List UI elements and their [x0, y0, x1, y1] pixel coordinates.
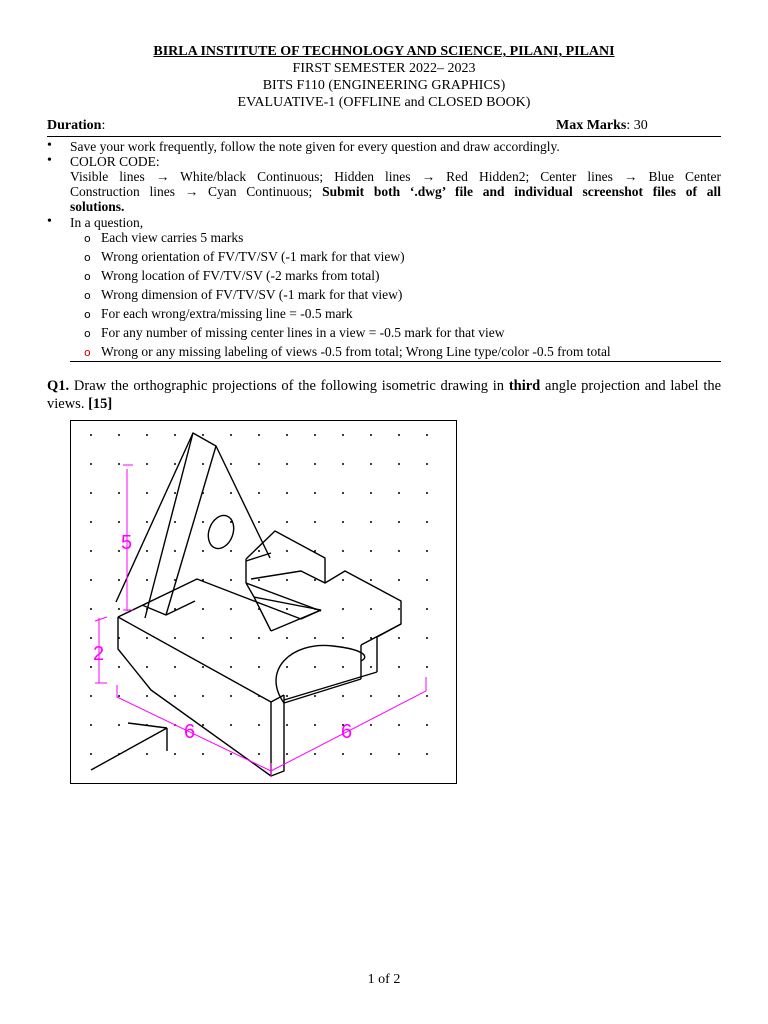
- grid-dot: [314, 695, 316, 697]
- grid-dot: [90, 637, 92, 639]
- sub-item: Wrong or any missing labeling of views -0.5 from total; Wrong Line type/color -0.5 from total: [101, 344, 611, 359]
- grid-dot: [90, 666, 92, 668]
- grid-dot: [426, 608, 428, 610]
- grid-dot: [90, 608, 92, 610]
- dim-width-left: 6: [184, 721, 196, 743]
- grid-dot: [90, 695, 92, 697]
- grid-dot: [342, 521, 344, 523]
- grid-dot: [314, 463, 316, 465]
- max-marks: Max Marks: 30: [556, 118, 648, 133]
- dim-width-right: 6: [341, 721, 353, 743]
- instruction-save: Save your work frequently, follow the note given for every question and draw accordingly.: [70, 139, 560, 154]
- grid-dot: [286, 666, 288, 668]
- grid-dot: [342, 579, 344, 581]
- dim-height-lower: 2: [93, 643, 105, 665]
- grid-dot: [426, 666, 428, 668]
- grid-dot: [230, 550, 232, 552]
- grid-dot: [90, 434, 92, 436]
- grid-dot: [230, 753, 232, 755]
- duration-marks-row: [47, 118, 721, 137]
- sub-item: For any number of missing center lines in a view = -0.5 mark for that view: [101, 325, 505, 340]
- grid-dot: [118, 666, 120, 668]
- grid-dot: [342, 666, 344, 668]
- grid-dot: [258, 492, 260, 494]
- grid-dot: [426, 492, 428, 494]
- grid-dot: [174, 492, 176, 494]
- grid-dot: [286, 579, 288, 581]
- grid-dot: [370, 579, 372, 581]
- grid-dot: [314, 637, 316, 639]
- grid-dot: [258, 666, 260, 668]
- grid-dot: [230, 724, 232, 726]
- bullet-icon: •: [47, 153, 52, 168]
- grid-dot: [370, 753, 372, 755]
- grid-dot: [314, 666, 316, 668]
- sub-bullet-icon: o: [84, 232, 91, 245]
- color-code-line-3: solutions.: [70, 199, 125, 214]
- grid-dot: [286, 608, 288, 610]
- grid-dot: [118, 521, 120, 523]
- grid-dots: [90, 434, 428, 755]
- grid-dot: [258, 724, 260, 726]
- grid-dot: [342, 695, 344, 697]
- grid-dot: [342, 753, 344, 755]
- grid-dot: [202, 463, 204, 465]
- color-code-line-2: Construction lines → Cyan Continuous; Submit both ‘.dwg’ file and individual screenshot files of all: [70, 184, 722, 199]
- grid-dot: [202, 434, 204, 436]
- grid-dot: [230, 608, 232, 610]
- institute-name: BIRLA INSTITUTE OF TECHNOLOGY AND SCIENCE, PILANI, PILANI: [153, 44, 615, 59]
- grid-dot: [258, 550, 260, 552]
- dimension-lines: [95, 465, 426, 777]
- grid-dot: [202, 550, 204, 552]
- grid-dot: [398, 521, 400, 523]
- sub-item: For each wrong/extra/missing line = -0.5 mark: [101, 306, 353, 321]
- grid-dot: [342, 434, 344, 436]
- sub-item: Wrong location of FV/TV/SV (-2 marks from total): [101, 268, 380, 283]
- grid-dot: [174, 521, 176, 523]
- grid-dot: [118, 724, 120, 726]
- grid-dot: [426, 463, 428, 465]
- grid-dot: [230, 666, 232, 668]
- isometric-figure: [70, 420, 457, 784]
- grid-dot: [398, 579, 400, 581]
- grid-dot: [342, 492, 344, 494]
- grid-dot: [398, 666, 400, 668]
- grid-dot: [314, 521, 316, 523]
- grid-dot: [146, 695, 148, 697]
- grid-dot: [118, 463, 120, 465]
- sub-bullet-icon: o: [84, 308, 91, 321]
- grid-dot: [118, 434, 120, 436]
- sub-bullet-icon: o: [84, 327, 91, 340]
- grid-dot: [342, 550, 344, 552]
- grid-dot: [314, 492, 316, 494]
- grid-dot: [202, 637, 204, 639]
- grid-dot: [398, 463, 400, 465]
- grid-dot: [202, 666, 204, 668]
- grid-dot: [258, 463, 260, 465]
- grid-dot: [146, 579, 148, 581]
- grid-dot: [174, 550, 176, 552]
- sub-item: Wrong orientation of FV/TV/SV (-1 mark for that view): [101, 249, 405, 264]
- grid-dot: [146, 463, 148, 465]
- grid-dot: [370, 666, 372, 668]
- arrow-icon: →: [623, 169, 638, 184]
- grid-dot: [258, 753, 260, 755]
- grid-dot: [118, 695, 120, 697]
- grid-dot: [426, 579, 428, 581]
- grid-dot: [146, 550, 148, 552]
- grid-dot: [426, 550, 428, 552]
- grid-dot: [258, 579, 260, 581]
- isometric-drawing: [71, 421, 455, 782]
- grid-dot: [230, 463, 232, 465]
- color-code-title: COLOR CODE:: [70, 154, 160, 169]
- grid-dot: [370, 608, 372, 610]
- sub-bullet-icon: o: [84, 251, 91, 264]
- grid-dot: [342, 608, 344, 610]
- grid-dot: [202, 724, 204, 726]
- grid-dot: [174, 695, 176, 697]
- grid-dot: [286, 695, 288, 697]
- grid-dot: [146, 753, 148, 755]
- grid-dot: [398, 753, 400, 755]
- grid-dot: [174, 463, 176, 465]
- arrow-icon: →: [184, 184, 199, 199]
- grid-dot: [314, 724, 316, 726]
- grid-dot: [398, 637, 400, 639]
- semester-line: FIRST SEMESTER 2022– 2023: [292, 61, 476, 76]
- grid-dot: [146, 492, 148, 494]
- color-code-line-1: Visible lines → White/black Continuous; Hidden lines → Red Hidden2; Center lines → Blue Center: [70, 169, 721, 184]
- grid-dot: [286, 434, 288, 436]
- grid-dot: [370, 434, 372, 436]
- grid-dot: [202, 695, 204, 697]
- grid-dot: [90, 521, 92, 523]
- arrow-icon: →: [155, 169, 170, 184]
- grid-dot: [370, 521, 372, 523]
- grid-dot: [286, 492, 288, 494]
- grid-dot: [118, 550, 120, 552]
- grid-dot: [146, 637, 148, 639]
- bullet-icon: •: [47, 138, 52, 153]
- bullet-icon: •: [47, 214, 52, 229]
- grid-dot: [174, 434, 176, 436]
- grid-dot: [90, 579, 92, 581]
- sub-item: Wrong dimension of FV/TV/SV (-1 mark for that view): [101, 287, 403, 302]
- grid-dot: [370, 463, 372, 465]
- grid-dot: [286, 637, 288, 639]
- grid-dot: [398, 724, 400, 726]
- grid-dot: [90, 724, 92, 726]
- grid-dot: [286, 753, 288, 755]
- grid-dot: [90, 463, 92, 465]
- grid-dot: [174, 753, 176, 755]
- grid-dot: [230, 637, 232, 639]
- grid-dot: [342, 637, 344, 639]
- grid-dot: [426, 695, 428, 697]
- duration: Duration:: [47, 118, 106, 133]
- sub-bullet-icon: o: [84, 270, 91, 283]
- grid-dot: [202, 608, 204, 610]
- grid-dot: [426, 521, 428, 523]
- grid-dot: [146, 666, 148, 668]
- grid-dot: [342, 463, 344, 465]
- grid-dot: [426, 724, 428, 726]
- sub-item: Each view carries 5 marks: [101, 230, 244, 245]
- grid-dot: [174, 666, 176, 668]
- sub-bullet-icon: o: [84, 289, 91, 302]
- grid-dot: [202, 521, 204, 523]
- grid-dot: [146, 434, 148, 436]
- course-line: BITS F110 (ENGINEERING GRAPHICS): [262, 78, 506, 93]
- sub-bullet-icon: o: [84, 346, 91, 359]
- grid-dot: [314, 579, 316, 581]
- grid-dot: [286, 724, 288, 726]
- grid-dot: [286, 550, 288, 552]
- grid-dot: [230, 579, 232, 581]
- grid-dot: [118, 608, 120, 610]
- grid-dot: [426, 753, 428, 755]
- grid-dot: [314, 753, 316, 755]
- dim-height-upper: 5: [121, 532, 133, 554]
- divider: [70, 361, 721, 362]
- grid-dot: [426, 637, 428, 639]
- grid-dot: [370, 695, 372, 697]
- grid-dot: [398, 695, 400, 697]
- grid-dot: [398, 434, 400, 436]
- exam-line: EVALUATIVE-1 (OFFLINE and CLOSED BOOK): [237, 95, 531, 110]
- grid-dot: [118, 492, 120, 494]
- grid-dot: [370, 492, 372, 494]
- grid-dot: [258, 434, 260, 436]
- grid-dot: [230, 434, 232, 436]
- grid-dot: [146, 521, 148, 523]
- grid-dot: [90, 753, 92, 755]
- grid-dot: [286, 521, 288, 523]
- grid-dot: [398, 550, 400, 552]
- grid-dot: [370, 724, 372, 726]
- grid-dot: [90, 492, 92, 494]
- grid-dot: [258, 637, 260, 639]
- grid-dot: [118, 579, 120, 581]
- grid-dot: [286, 463, 288, 465]
- grid-dot: [426, 434, 428, 436]
- object-outline: [91, 433, 401, 776]
- grid-dot: [202, 753, 204, 755]
- grid-dot: [398, 492, 400, 494]
- grid-dot: [314, 434, 316, 436]
- in-a-question-title: In a question,: [70, 215, 144, 230]
- page-number: 1 of 2: [367, 972, 401, 987]
- grid-dot: [174, 637, 176, 639]
- grid-dot: [398, 608, 400, 610]
- grid-dot: [230, 492, 232, 494]
- grid-dot: [230, 695, 232, 697]
- grid-dot: [258, 521, 260, 523]
- grid-dot: [90, 550, 92, 552]
- arrow-icon: →: [421, 169, 436, 184]
- question-1: Q1. Draw the orthographic projections of the following isometric drawing in third angle projection and label the views. [15]: [47, 378, 722, 412]
- grid-dot: [370, 550, 372, 552]
